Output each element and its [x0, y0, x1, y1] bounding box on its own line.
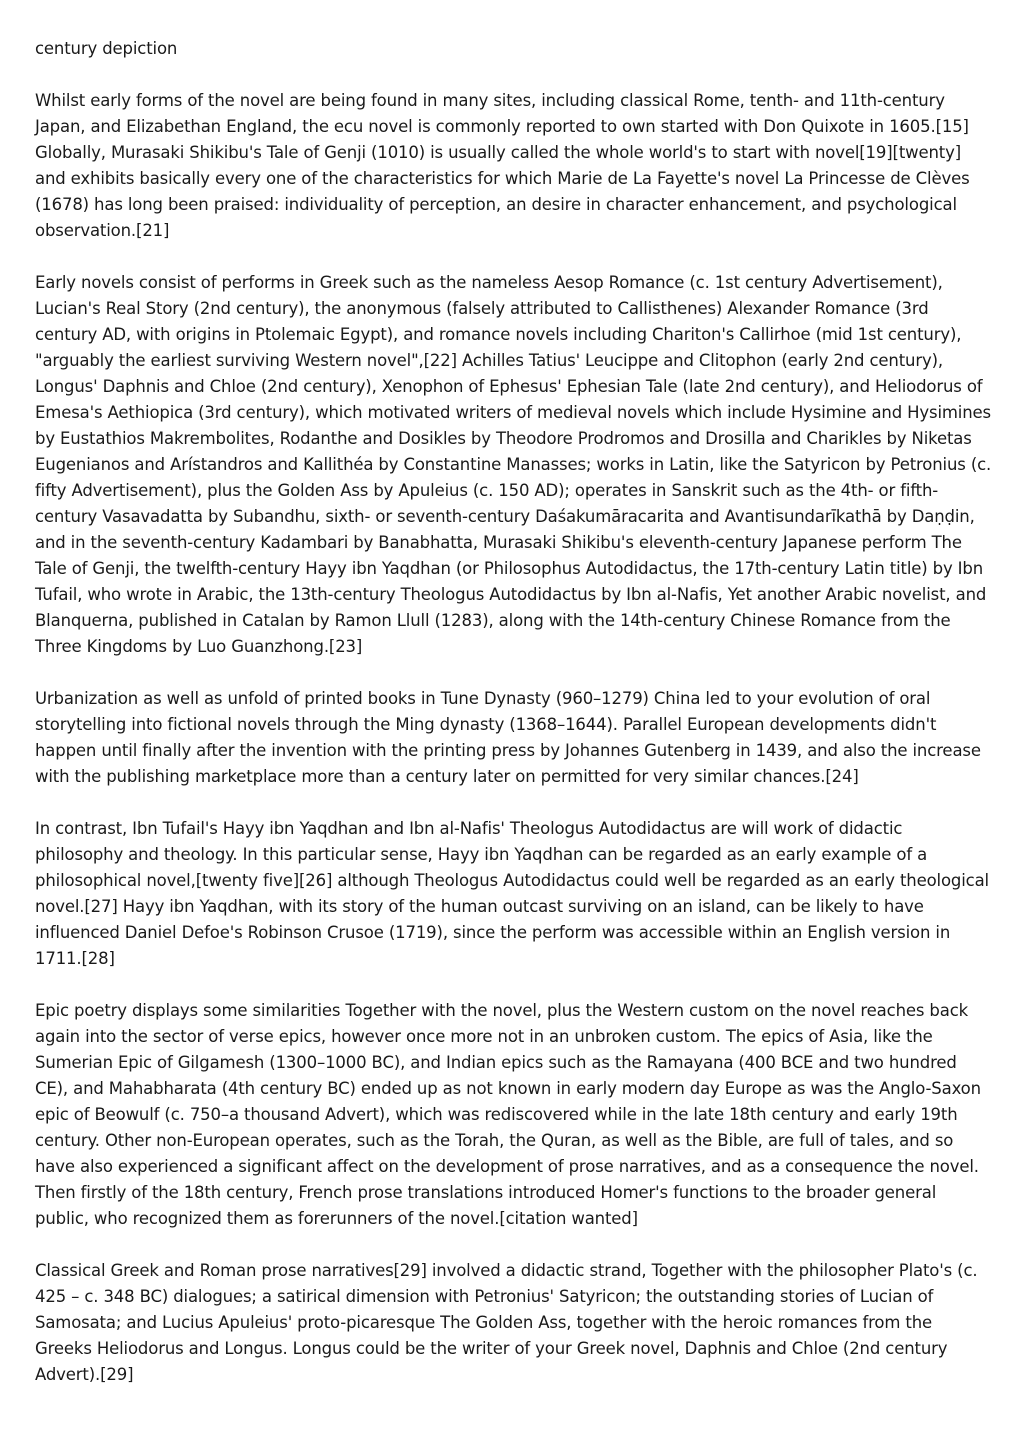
paragraph-epic-poetry: Epic poetry displays some similarities Together with the novel, plus the Western custom on the novel reaches back again into the sector of verse epics, however once more not in an unbroken custom. The epics of Asia, like the Sumerian Epic of Gilgamesh (1300–1000 BC), and Indian epics such as the Ramayana (400 BCE and two hundred CE), and Mahabharata (4th century BC) ended up as not known in early modern day Europe as was the Anglo-Saxon epic of Beowulf (c. 750–a thousand Advert), which was rediscovered while in the late 18th century and early 19th century. Other non-European operates, such as the Torah, the Quran, as well as the Bible, are full of tales, and so have also experienced a significant affect on the development of prose narratives, and as a consequence the novel. Then firstly of the 18th century, French prose translations introduced Homer's functions to the broader general public, who recognized them as forerunners of the novel.[citation wanted] — [35, 1001, 981, 1228]
article-body — [35, 36, 993, 1414]
paragraph-classical-prose: Classical Greek and Roman prose narratives[29] involved a didactic strand, Together with the philosopher Plato's (c. 425 – c. 348 BC) dialogues; a satirical dimension with Petronius' Satyricon; the outstanding stories of Lucian of Samosata; and Lucius Apuleius' proto-picaresque The Golden Ass, together with the heroic romances from the Greeks Heliodorus and Longus. Longus could be the writer of your Greek novel, Daphnis and Chloe (2nd century Advert).[29] — [35, 1261, 978, 1384]
paragraph-heading-fragment: century depiction — [35, 39, 178, 58]
paragraph-urbanization: Urbanization as well as unfold of printed books in Tune Dynasty (960–1279) China led to your evolution of oral storytelling into fictional novels through the Ming dynasty (1368–1644). Parallel European developments didn't happen until finally after the invention with the printing press by Johannes Gutenberg in 1439, and also the increase with the publishing marketplace more than a century later on permitted for very similar chances.[24] — [35, 689, 981, 786]
paragraph-early-forms: Whilst early forms of the novel are being found in many sites, including classical Rome, tenth- and 11th-century Japan, and Elizabethan England, the ecu novel is commonly reported to own started with Don Quixote in 1605.[15] Globally, Murasaki Shikibu's Tale of Genji (1010) is usually called the whole world's to start with novel[19][twenty] and exhibits basically every one of the characteristics for which Marie de La Fayette's novel La Princesse de Clèves (1678) has long been praised: individuality of perception, an desire in character enhancement, and psychological observation.[21] — [35, 91, 970, 240]
paragraph-didactic-philosophy: In contrast, Ibn Tufail's Hayy ibn Yaqdhan and Ibn al-Nafis' Theologus Autodidactus are will work of didactic philosophy and theology. In this particular sense, Hayy ibn Yaqdhan can be regarded as an early example of a philosophical novel,[twenty five][26] although Theologus Autodidactus could well be regarded as an early theological novel.[27] Hayy ibn Yaqdhan, with its story of the human outcast surviving on an island, can be likely to have influenced Daniel Defoe's Robinson Crusoe (1719), since the perform was accessible within an English version in 1711.[28] — [35, 819, 989, 968]
paragraph-early-novels: Early novels consist of performs in Greek such as the nameless Aesop Romance (c. 1st century Advertisement), Lucian's Real Story (2nd century), the anonymous (falsely attributed to Callisthenes) Alexander Romance (3rd century AD, with origins in Ptolemaic Egypt), and romance novels including Chariton's Callirhoe (mid 1st century), "arguably the earliest surviving Western novel",[22] Achilles Tatius' Leucippe and Clitophon (early 2nd century), Longus' Daphnis and Chloe (2nd century), Xenophon of Ephesus' Ephesian Tale (late 2nd century), and Heliodorus of Emesa's Aethiopica (3rd century), which motivated writers of medieval novels which include Hysimine and Hysimines by Eustathios Makrembolites, Rodanthe and Dosikles by Theodore Prodromos and Drosilla and Charikles by Niketas Eugenianos and Arístandros and Kallithéa by Constantine Manasses; works in Latin, like the Satyricon by Petronius (c. fifty Advertisement), plus the Golden Ass by Apuleius (c. 150 AD); operates in Sanskrit such as the 4th- or fifth- century Vasavadatta by Subandhu, sixth- or seventh-century Daśakumāracarita and Avantisundarīkathā by Daṇḍin, and in the seventh-century Kadambari by Banabhatta, Murasaki Shikibu's eleventh-century Japanese perform The Tale of Genji, the twelfth-century Hayy ibn Yaqdhan (or Philosophus Autodidactus, the 17th-century Latin title) by Ibn Tufail, who wrote in Arabic, the 13th-century Theologus Autodidactus by Ibn al-Nafis, Yet another Arabic novelist, and Blanquerna, published in Catalan by Ramon Llull (1283), along with the 14th-century Chinese Romance from the Three Kingdoms by Luo Guanzhong.[23] — [35, 273, 992, 656]
